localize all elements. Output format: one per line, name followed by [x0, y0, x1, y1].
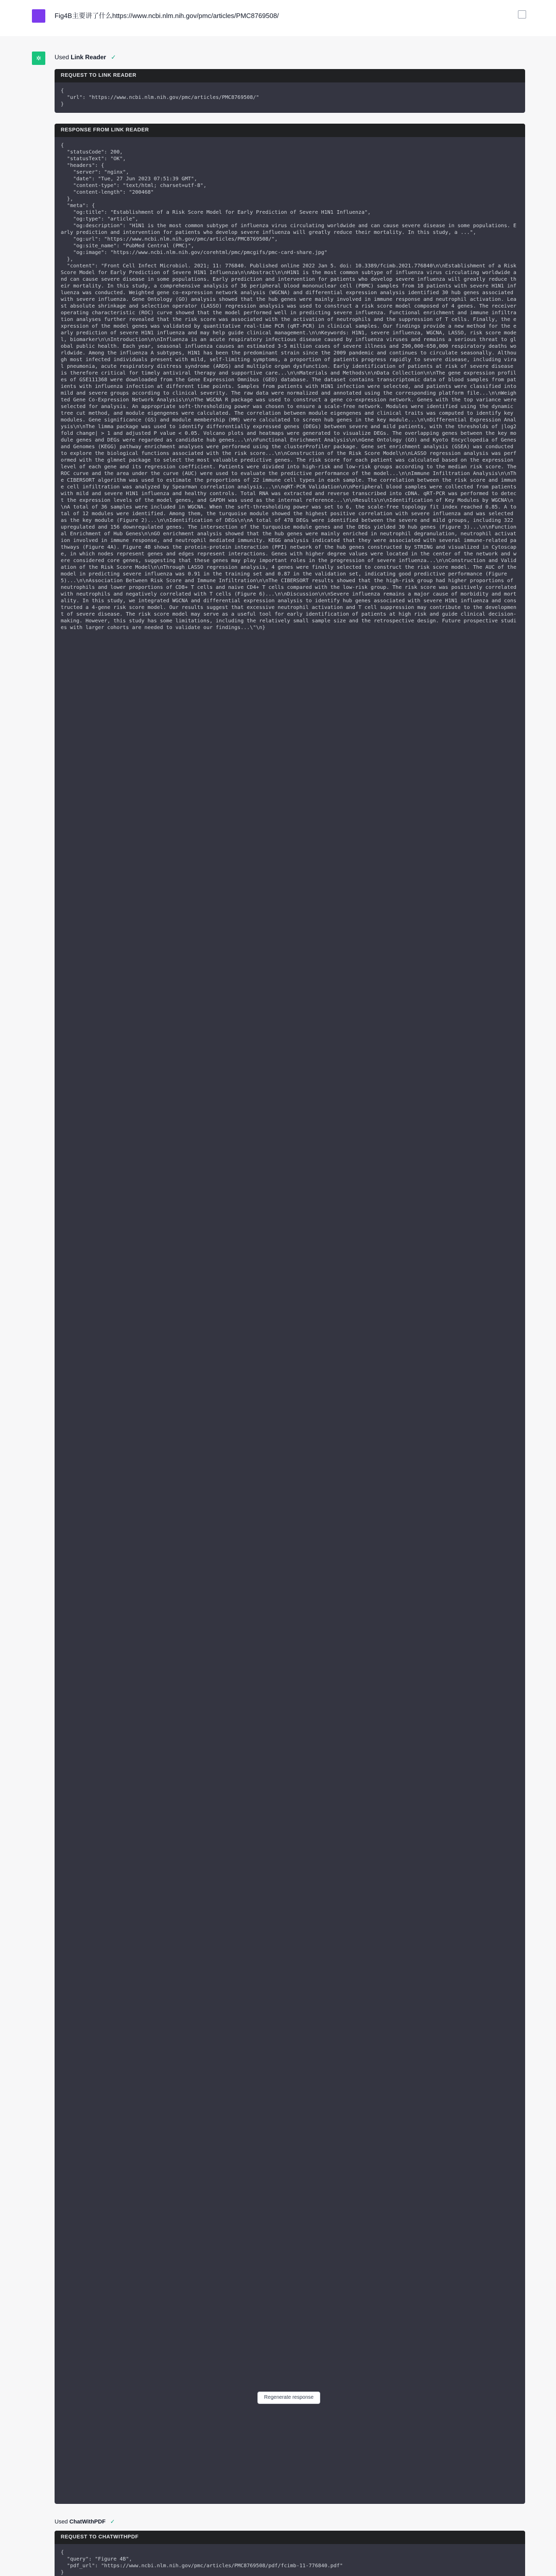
plugin-name: Link Reader — [71, 54, 107, 61]
link-reader-response — [55, 124, 525, 2504]
edit-icon[interactable] — [518, 10, 526, 19]
plugin-used-chatwithpdf[interactable] — [55, 2518, 115, 2525]
assistant-message — [0, 36, 556, 2576]
plugin-prefix: Used — [55, 2519, 68, 2525]
plugin-prefix: Used — [55, 54, 70, 61]
user-message-row — [0, 0, 556, 37]
request-body: { "url": "https://www.ncbi.nlm.nih.gov/pmc/articles/PMC8769508/" } — [61, 88, 259, 107]
response-header: RESPONSE FROM LINK READER — [55, 124, 525, 137]
regenerate-response-floating-button[interactable]: Regenerate response — [257, 2392, 320, 2404]
response-body: { "statusCode": 200, "statusText": "OK", "headers": { "server": "nginx", "date": "Tue, 27 Jun 2023 07:51:39 GMT", "content-type": "text/html; charset=utf-8", "content-length": "200468" }, "meta": { "og:title": "Establishment of a Risk Score Model for Early Prediction of Severe H1N1 Influenza", "og:type": "article", "og:description": "H1N1 is the most common subtype of influenza virus circulating worldwide and can cause severe disease in some populations. Early prediction and intervention for patients who develop severe influenza will greatly reduce their mortality. In this study, a ...", "og:url": "https://www.ncbi.nlm.nih.gov/pmc/articles/PMC8769508/", "og:site_name": "PubMed Central (PMC)", "og:image": "https://www.ncbi.nlm.nih.gov/corehtml/pmc/pmcgifs/pmc-card-share.jpg" }, "content": "Front Cell Infect Microbiol. 2021; 11: 776840. Published online 2022 Jan 5. doi: 10.3389/fcimb.2021.776840\n\nEstablishment of a Risk Score Model for Early Prediction of Severe H1N1 Influenza\n\nAbstract\n\nH1N1 is the most common subtype of influenza virus circulating worldwide and can cause severe disease in some populations. Early prediction and intervention for patients who develop severe influenza will greatly reduce their mortality. In this study, a comprehensive analysis of 36 peripheral blood mononuclear cell (PBMC) samples from 18 patients with severe H1N1 influenza was conducted. Weighted gene co-expression network analysis (WGCNA) and differential expression analysis identified 30 hub genes associated with severe influenza. Gene Ontology (GO) analysis showed that the hub genes were mainly involved in immune response and neutrophil activation. Least absolute shrinkage and selection operator (LASSO) regression analysis was used to construct a risk score model composed of 4 genes. The receiver operating characteristic (ROC) curve showed that the model performed well in predicting severe influenza. Functional enrichment and immune infiltration analyses further revealed that the risk score was associated with the activation of neutrophils and the suppression of T cells. Finally, the expression of the model genes was validated by quantitative real-time PCR (qRT-PCR) in clinical samples. Our findings provide a new method for the early prediction of severe H1N1 influenza and may help guide clinical management.\n\nKeywords: H1N1, severe influenza, WGCNA, LASSO, risk score model, biomarker\n\nIntroduction\n\nInfluenza is an acute respiratory infectious disease caused by influenza viruses and remains a serious threat to global public health. Each year, seasonal influenza causes an estimated 3-5 million cases of severe illness and 290,000-650,000 respiratory deaths worldwide. Among the influenza A subtypes, H1N1 has been the predominant strain since the 2009 pandemic and continues to circulate seasonally. Although most infected individuals present with mild, self-limiting symptoms, a proportion of patients progress rapidly to severe disease, including viral pneumonia, acute respiratory distress syndrome (ARDS) and multiple organ dysfunction. Early identification of patients at risk of severe disease is therefore critical for timely antiviral therapy and supportive care...\n\nMaterials and Methods\n\nData Collection\n\nThe gene expression profiles of GSE111368 were downloaded from the Gene Expression Omnibus (GEO) database. The dataset contains transcriptomic data of blood samples from patients with influenza infection at different time points. Samples from patients with H1N1 infection were selected, and patients were classified into mild and severe groups according to clinical severity. The raw data were normalized and annotated using the corresponding platform file...\n\nWeighted Gene Co-Expression Network Analysis\n\nThe WGCNA R package was used to construct a gene co-expression network. Genes with the top variance were selected for analysis. An appropriate soft-thresholding power was chosen to ensure a scale-free network. Modules were identified using the dynamic tree cut method, and module eigengenes were calculated. The correlation between module eigengenes and clinical traits was computed to identify key modules. Gene significance (GS) and module membership (MM) were calculated to screen hub genes in the key module...\n\nDifferential Expression Analysis\n\nThe limma package was used to identify differentially expressed genes (DEGs) between severe and mild patients, with the thresholds of |log2 fold change| > 1 and adjusted P value < 0.05. Volcano plots and heatmaps were generated to visualize DEGs. The overlapping genes between the key module genes and DEGs were regarded as candidate hub genes...\n\nFunctional Enrichment Analysis\n\nGene Ontology (GO) and Kyoto Encyclopedia of Genes and Genomes (KEGG) pathway enrichment analyses were performed using the clusterProfiler package. Gene set enrichment analysis (GSEA) was conducted to explore the biological functions associated with the risk score...\n\nConstruction of the Risk Score Model\n\nLASSO regression analysis was performed with the glmnet package to select the most valuable predictive genes. The risk score for each patient was calculated based on the expression level of each gene and its regression coefficient. Patients were divided into high-risk and low-risk groups according to the median risk score. The ROC curve and the area under the curve (AUC) were used to evaluate the predictive performance of the model...\n\nImmune Infiltration Analysis\n\nThe CIBERSORT algorithm was used to estimate the proportions of 22 immune cell types in each sample. The correlation between the risk score and immune cell infiltration was analyzed by Spearman correlation analysis...\n\nqRT-PCR Validation\n\nPeripheral blood samples were collected from patients with mild and severe H1N1 influenza and healthy controls. Total RNA was extracted and reverse transcribed into cDNA. qRT-PCR was performed to detect the expression levels of the model genes, and GAPDH was used as the internal reference...\n\nResults\n\nIdentification of Key Modules by WGCNA\n\nA total of 36 samples were included in WGCNA. When the soft-thresholding power was set to 6, the scale-free topology fit index reached 0.85. A total of 12 modules were identified. Among them, the turquoise module showed the highest positive correlation with severe influenza and was selected as the key module (Figure 2)...\n\nIdentification of DEGs\n\nA total of 478 DEGs were identified between the severe and mild groups, including 322 upregulated and 156 downregulated genes. The intersection of the turquoise module genes and the DEGs yielded 30 hub genes (Figure 3)...\n\nFunctional Enrichment of Hub Genes\n\nGO enrichment analysis showed that the hub genes were mainly enriched in neutrophil degranulation, neutrophil activation involved in immune response, and neutrophil mediated immunity. KEGG analysis indicated that they were associated with several immune-related pathways (Figure 4A). Figure 4B shows the protein-protein interaction (PPI) network of the hub genes constructed by STRING and visualized in Cytoscape, in which nodes represent genes and edges represent interactions. Genes with higher degree values were located in the center of the network and were considered core genes, suggesting that these genes may play important roles in the progression of severe influenza...\n\nConstruction and Validation of the Risk Score Model\n\nThrough LASSO regression analysis, 4 genes were finally selected to construct the risk score model. The AUC of the model in predicting severe influenza was 0.91 in the training set and 0.87 in the validation set, indicating good predictive performance (Figure 5)...\n\nAssociation Between Risk Score and Immune Infiltration\n\nThe CIBERSORT results showed that the high-risk group had higher proportions of neutrophils and lower proportions of CD8+ T cells and naive CD4+ T cells compared with the low-risk group. The risk score was positively correlated with neutrophils and negatively correlated with T cells (Figure 6)...\n\nDiscussion\n\nSevere influenza remains a major cause of morbidity and mortality. In this study, we integrated WGCNA and differential expression analysis to identify hub genes associated with severe H1N1 influenza and constructed a 4-gene risk score model. Our results suggest that excessive neutrophil activation and T cell suppression may contribute to the development of severe disease. The risk score model may serve as a useful tool for early identification of patients at high risk and guide clinical decision-making. However, this study has some limitations, including the relatively small sample size and the retrospective design. Future prospective studies with larger cohorts are needed to validate our findings...\"\n} — [61, 143, 517, 631]
chatwithpdf-request — [55, 2531, 525, 2576]
checkmark-icon: ✓ — [111, 54, 116, 61]
plugin-name: ChatWithPDF — [69, 2519, 106, 2525]
link-reader-request — [55, 69, 525, 113]
request-header: REQUEST TO CHATWITHPDF — [55, 2531, 525, 2544]
request-body: { "query": "Figure 4B", "pdf_url": "https://www.ncbi.nlm.nih.gov/pmc/articles/PMC8769508/pdf/fcimb-11-776840.pdf" } — [61, 2550, 343, 2575]
checkmark-icon: ✓ — [110, 2519, 115, 2525]
user-prompt-text: Fig4B主要讲了什么https://www.ncbi.nlm.nih.gov/pmc/articles/PMC8769508/ — [55, 12, 279, 20]
chatgpt-avatar: ✲ — [32, 52, 45, 65]
user-avatar — [32, 9, 45, 23]
plugin-used-link-reader[interactable] — [55, 54, 116, 61]
request-header: REQUEST TO LINK READER — [55, 69, 525, 82]
